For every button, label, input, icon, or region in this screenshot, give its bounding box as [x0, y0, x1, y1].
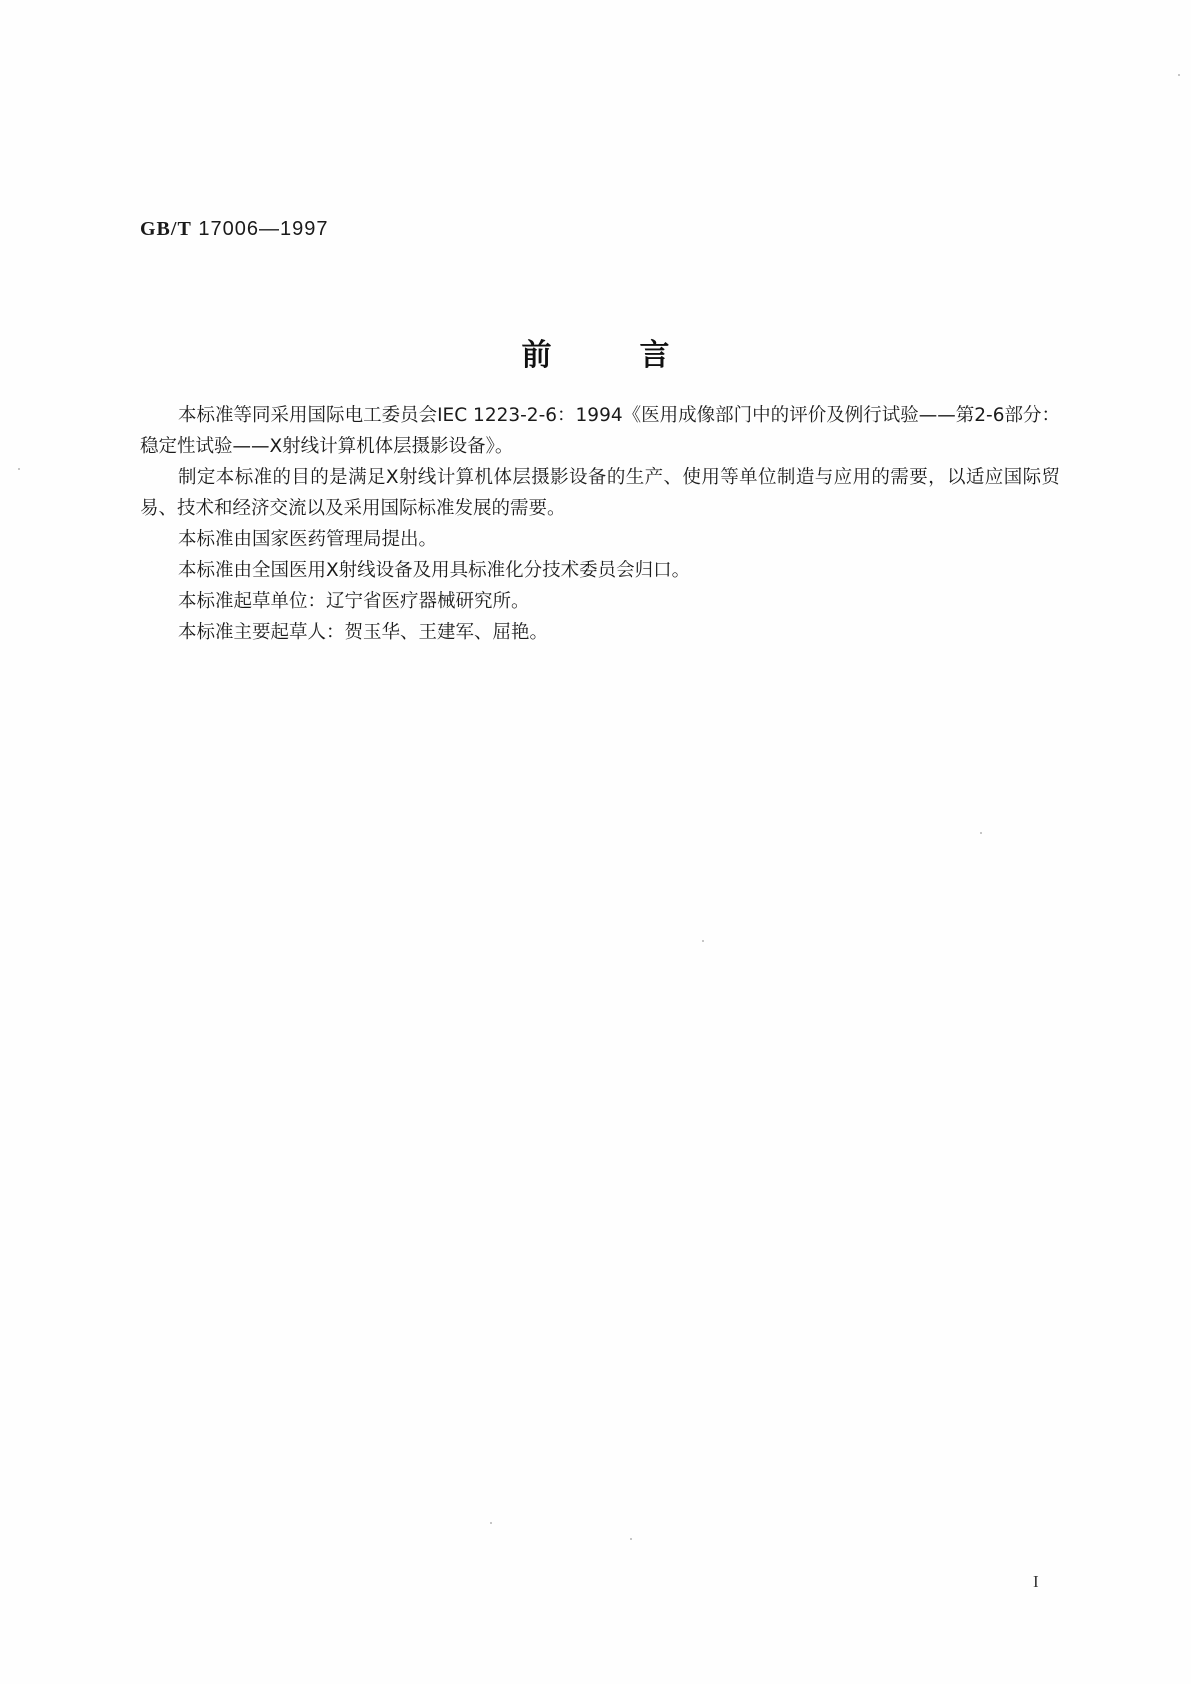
scan-speck — [980, 832, 982, 834]
scan-speck — [490, 1522, 492, 1524]
foreword-body — [140, 400, 1060, 648]
scan-speck — [702, 940, 704, 942]
standard-number: 17006—1997 — [191, 218, 329, 240]
scan-speck — [630, 1538, 632, 1540]
standard-code — [140, 218, 328, 241]
page-number: I — [1033, 1572, 1039, 1591]
standard-prefix: GB/T — [140, 218, 192, 240]
paragraph-adoption: 本标准等同采用国际电工委员会IEC 1223-2-6：1994《医用成像部门中的评价及例行试验——第2-6部分：稳定性试验——X射线计算机体层摄影设备》。 — [140, 405, 1060, 457]
paragraph-drafting-unit: 本标准起草单位：辽宁省医疗器械研究所。 — [178, 591, 530, 612]
paragraph-purpose: 制定本标准的目的是满足X射线计算机体层摄影设备的生产、使用等单位制造与应用的需要，以适应国际贸易、技术和经济交流以及采用国际标准发展的需要。 — [140, 467, 1060, 519]
scan-speck — [1178, 74, 1180, 76]
page-title: 前言 — [521, 338, 758, 373]
paragraph-centralized: 本标准由全国医用X射线设备及用具标准化分技术委员会归口。 — [178, 560, 691, 581]
paragraph-drafters: 本标准主要起草人：贺玉华、王建军、屈艳。 — [178, 622, 549, 643]
scan-speck — [18, 468, 20, 470]
paragraph-proposer: 本标准由国家医药管理局提出。 — [178, 529, 438, 550]
